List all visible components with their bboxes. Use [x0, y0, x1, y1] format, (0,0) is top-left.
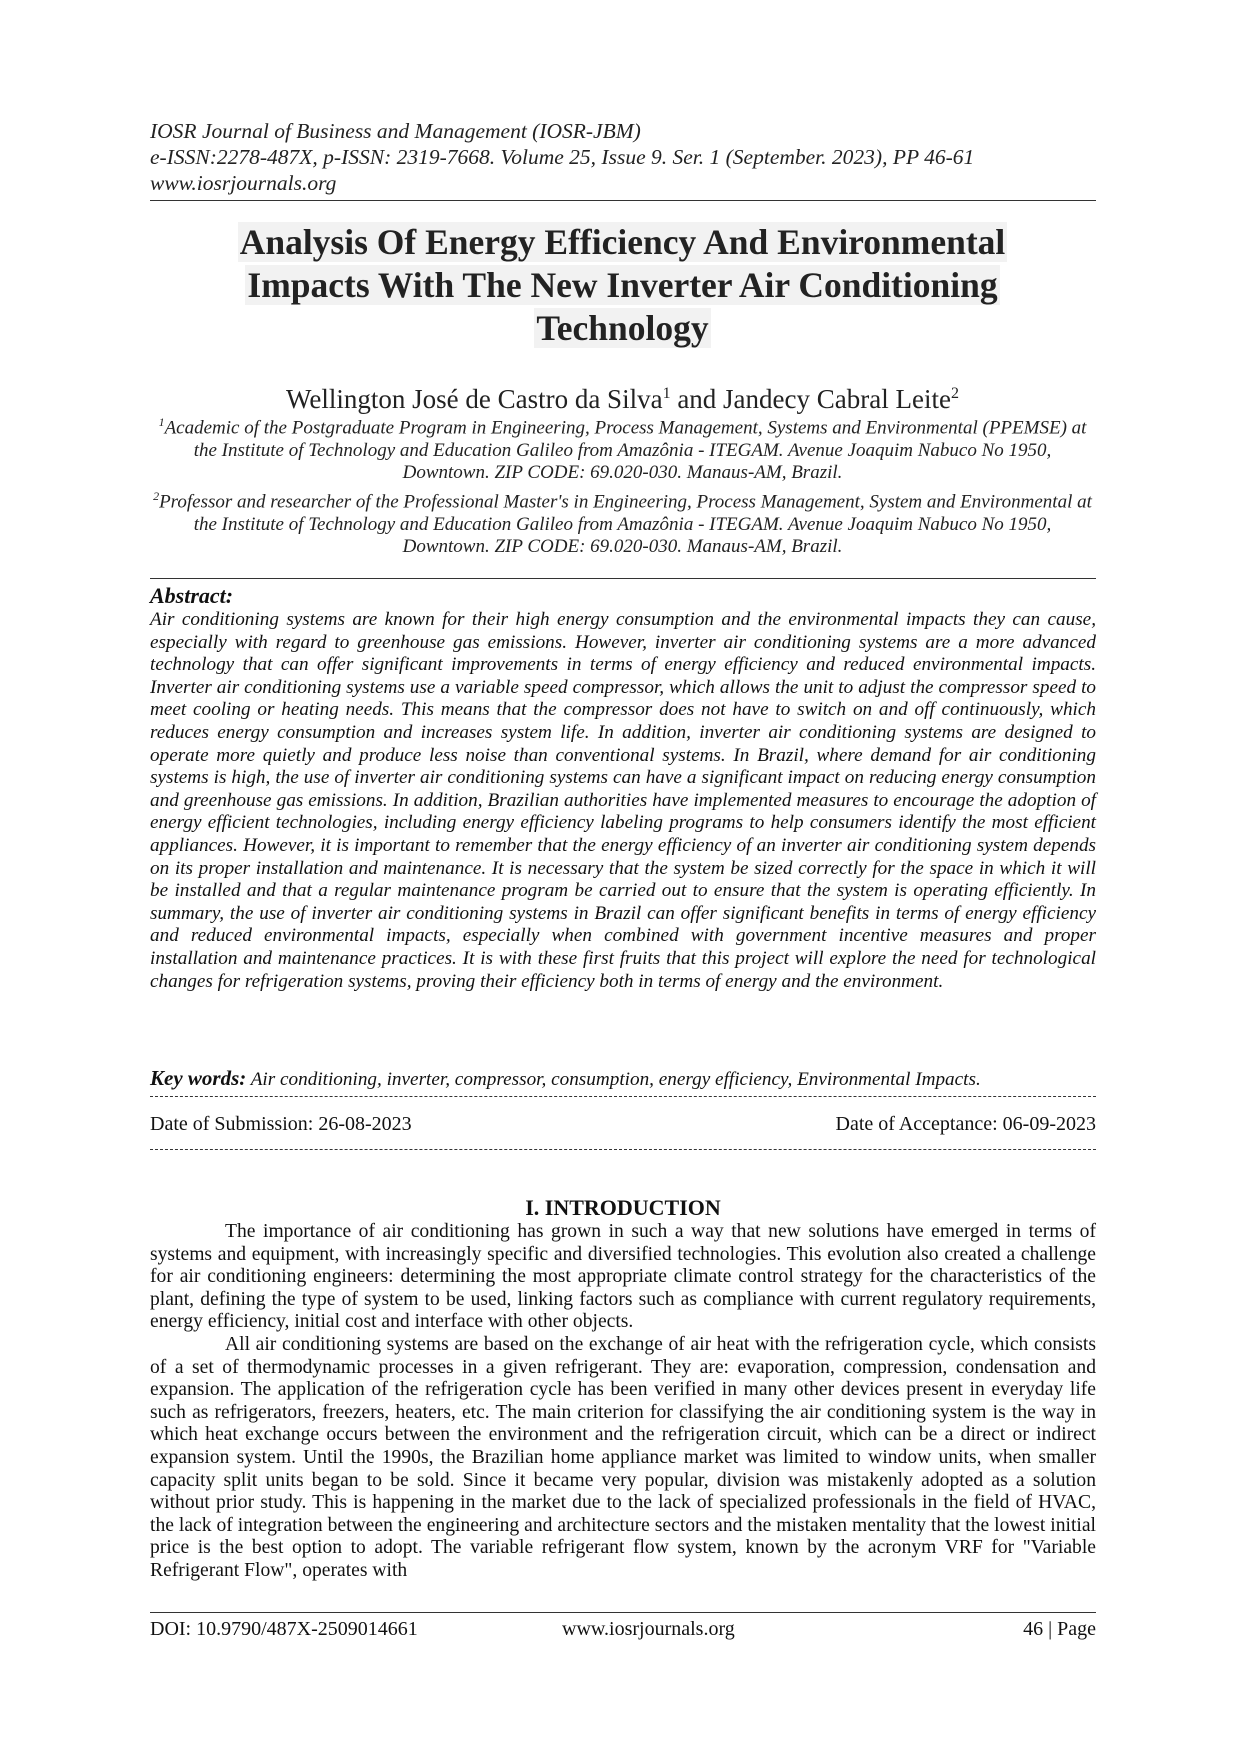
affiliation-marker: 1 — [662, 385, 671, 402]
header-divider — [150, 200, 1096, 201]
paper-title-line: Impacts With The New Inverter Air Conditioning — [247, 265, 998, 305]
dashed-divider — [150, 1149, 1096, 1150]
dashed-divider — [150, 1096, 1096, 1097]
journal-name: IOSR Journal of Business and Management (IOSR-JBM) — [150, 119, 641, 143]
affiliations — [150, 411, 1095, 559]
affiliation-marker: 2 — [153, 488, 160, 503]
journal-website-link[interactable]: www.iosrjournals.org — [150, 171, 337, 195]
abstract-divider — [150, 578, 1096, 579]
introduction-body — [150, 1221, 1096, 1583]
abstract-heading: Abstract: — [150, 583, 234, 608]
keywords-text: Air conditioning, inverter, compressor, consumption, energy efficiency, Environmental Impacts. — [246, 1069, 981, 1090]
journal-header — [150, 118, 1095, 196]
keywords — [150, 1066, 1096, 1092]
affiliation — [150, 485, 1095, 559]
dates-row — [150, 1112, 1096, 1136]
affiliation-marker: 1 — [158, 415, 165, 429]
author-name: Jandecy Cabral Leite — [723, 384, 951, 414]
affiliation-text: Professor and researcher of the Professional Master's in Engineering, Process Management, System and Environmental at the Institute of Technology and Education Galileo from Amazônia - ITEGAM. Avenue Joaquim Nabuco No 1950, Downtown. ZIP CODE: 69.020-030. Manaus-AM, Brazil. — [159, 491, 1092, 558]
paper-title-line: Technology — [536, 308, 709, 348]
footer-website-link[interactable]: www.iosrjournals.org — [562, 1618, 735, 1640]
author-name: Wellington José de Castro da Silva — [286, 384, 663, 414]
footer-divider — [150, 1612, 1096, 1613]
keywords-label: Key words: — [150, 1066, 247, 1090]
doi-link[interactable]: DOI: 10.9790/487X-2509014661 — [150, 1618, 418, 1640]
author-conjunction: and — [670, 384, 724, 414]
page-footer — [150, 1617, 1096, 1641]
section-heading-introduction: I. INTRODUCTION — [525, 1195, 721, 1220]
acceptance-date: Date of Acceptance: 06-09-2023 — [835, 1113, 1096, 1135]
body-paragraph: The importance of air conditioning has grown in such a way that new solutions have emerged in terms of systems and equipment, with increasingly specific and diversified technologies. This evolution also created a challenge for air conditioning engineers: determining the most appropriate climate control strategy for the characteristics of the plant, defining the type of system to be used, linking factors such as compliance with current regulatory requirements, energy efficiency, initial cost and interface with other objects. — [150, 1221, 1096, 1333]
paper-title-line: Analysis Of Energy Efficiency And Environmental — [239, 222, 1006, 262]
abstract-text: Air conditioning systems are known for their high energy consumption and the environmental impacts they can cause, especially with regard to greenhouse gas emissions. However, inverter air conditioning systems are a more advanced technology that can offer significant improvements in terms of energy efficiency and reduced environmental impacts. Inverter air conditioning systems use a variable speed compressor, which allows the unit to adjust the compressor speed to meet cooling or heating needs. This means that the compressor does not have to switch on and off continuously, which reduces energy consumption and increases system life. In addition, inverter air conditioning systems are designed to operate more quietly and produce less noise than conventional systems. In Brazil, where demand for air conditioning systems is high, the use of inverter air conditioning systems can have a significant impact on reducing energy consumption and greenhouse gas emissions. In addition, Brazilian authorities have implemented measures to encourage the adoption of energy efficient technologies, including energy efficiency labeling programs to help consumers identify the most efficient appliances. However, it is important to remember that the energy efficiency of an inverter air conditioning system depends on its proper installation and maintenance. It is necessary that the system be sized correctly for the space in which it will be installed and that a regular maintenance program be carried out to ensure that the system is operating efficiently. In summary, the use of inverter air conditioning systems in Brazil can offer significant benefits in terms of energy efficiency and reduced environmental impacts, especially when combined with government incentive measures and proper installation and maintenance practices. It is with these first fruits that this project will explore the need for technological changes for refrigeration systems, proving their efficiency both in terms of energy and the environment. — [150, 609, 1096, 992]
paper-title — [150, 221, 1095, 350]
body-paragraph: All air conditioning systems are based on the exchange of air heat with the refrigeration cycle, which consists of a set of thermodynamic processes in a given refrigerant. They are: evaporation, compression, condensation and expansion. The application of the refrigeration cycle has been verified in many other devices present in everyday life such as refrigerators, freezers, heaters, etc. The main criterion for classifying the air conditioning system is the way in which heat exchange occurs between the environment and the refrigeration circuit, which can be a direct or indirect expansion system. Until the 1990s, the Brazilian home appliance market was limited to window units, when smaller capacity split units began to be sold. Since it became very popular, division was mistakenly adopted as a solution without prior study. This is happening in the market due to the lack of specialized professionals in the field of HVAC, the lack of integration between the engineering and architecture sectors and the mistaken mentality that the lowest initial price is the best option to adopt. The variable refrigerant flow system, known by the acronym VRF for "Variable Refrigerant Flow", operates with — [150, 1333, 1096, 1581]
affiliation-text: Academic of the Postgraduate Program in Engineering, Process Management, Systems and Environmental (PPEMSE) at the Institute of Technology and Education Galileo from Amazônia - ITEGAM. Avenue Joaquim Nabuco No 1950, Downtown. ZIP CODE: 69.020-030. Manaus-AM, Brazil. — [164, 417, 1087, 484]
journal-issn-line: e-ISSN:2278-487X, p-ISSN: 2319-7668. Volume 25, Issue 9. Ser. 1 (September. 2023), PP 46-61 — [150, 145, 975, 169]
affiliation — [150, 411, 1095, 485]
submission-date: Date of Submission: 26-08-2023 — [150, 1113, 412, 1135]
affiliation-marker: 2 — [950, 385, 959, 402]
author-line — [150, 378, 1095, 415]
page-number: 46 | Page — [1023, 1618, 1096, 1640]
